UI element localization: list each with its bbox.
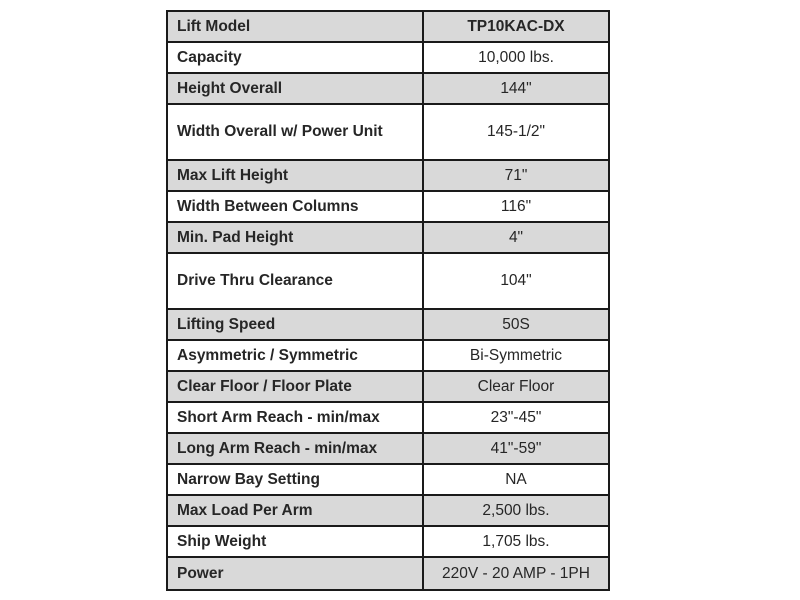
spec-table [166,10,610,591]
row-capacity [168,43,608,74]
row-value: Bi-Symmetric [469,346,563,364]
row-narrow-bay-setting [168,465,608,496]
row-label: Clear Floor / Floor Plate [168,372,424,401]
row-value: 10,000 lbs. [478,48,554,66]
row-label: Width Overall w/ Power Unit [168,105,424,159]
row-value: TP10KAC-DX [467,17,565,35]
row-label: Capacity [168,43,424,72]
row-power [168,558,608,589]
row-value: 2,500 lbs. [482,501,550,519]
row-value: 144" [500,79,532,97]
row-label: Min. Pad Height [168,223,424,252]
row-drive-thru-clearance [168,254,608,310]
row-min-pad-height [168,223,608,254]
row-value: 1,705 lbs. [482,532,550,550]
row-max-lift-height [168,161,608,192]
row-label: Narrow Bay Setting [168,465,424,494]
row-value: 116" [500,197,532,215]
row-long-arm-reach [168,434,608,465]
row-value: 145-1/2" [486,123,546,140]
row-label: Power [168,558,424,589]
row-value: Clear Floor [477,377,555,395]
row-value: 71" [504,166,528,184]
row-height-overall [168,74,608,105]
row-label: Lift Model [168,12,424,41]
row-value: NA [505,470,527,488]
row-label: Drive Thru Clearance [168,254,424,308]
row-label: Ship Weight [168,527,424,556]
row-label: Max Load Per Arm [168,496,424,525]
row-value: 104" [500,272,532,289]
row-label: Short Arm Reach - min/max [168,403,424,432]
row-value: 50S [502,315,530,333]
row-clear-floor [168,372,608,403]
row-width-between-columns [168,192,608,223]
row-label: Height Overall [168,74,424,103]
row-value: 23"-45" [490,408,542,426]
row-value: 4" [508,228,524,246]
row-label: Width Between Columns [168,192,424,221]
row-value: 41"-59" [490,439,542,457]
row-label: Long Arm Reach - min/max [168,434,424,463]
row-ship-weight [168,527,608,558]
row-max-load-per-arm [168,496,608,527]
row-width-overall [168,105,608,161]
row-asymmetric-symmetric [168,341,608,372]
row-short-arm-reach [168,403,608,434]
row-lifting-speed [168,310,608,341]
row-label: Asymmetric / Symmetric [168,341,424,370]
row-value: 220V - 20 AMP - 1PH [442,564,590,582]
row-label: Max Lift Height [168,161,424,190]
row-label: Lifting Speed [168,310,424,339]
row-lift-model [168,12,608,43]
